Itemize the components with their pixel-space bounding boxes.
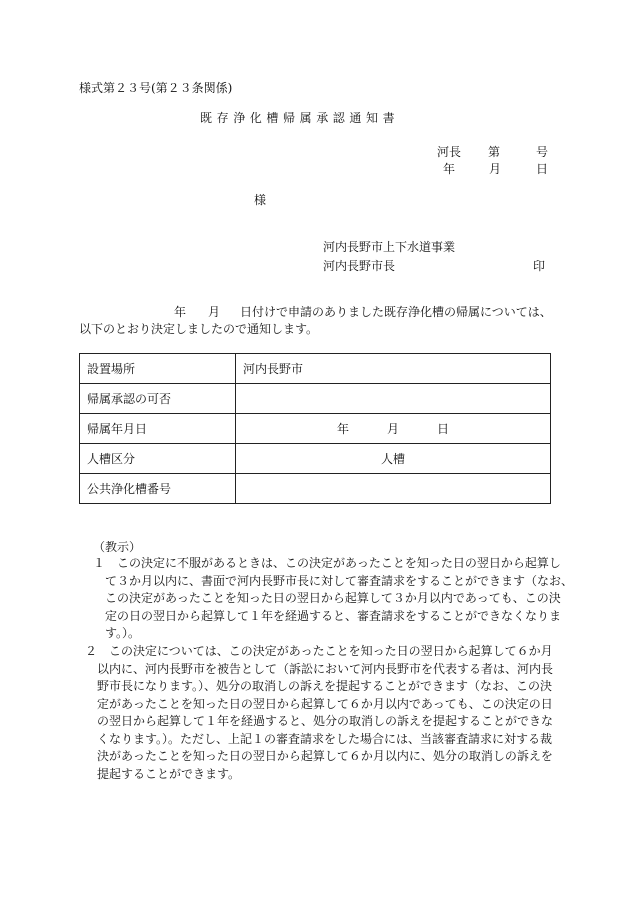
notice-line: ２ この決定については、この決定があったことを知った日の翌日から起算して６か月	[85, 644, 553, 658]
table-date-month: 月	[386, 421, 399, 436]
row-value	[236, 384, 551, 414]
table-date-year: 年	[336, 421, 349, 436]
doc-number-prefix: 河長	[437, 145, 462, 159]
row-value	[236, 474, 551, 504]
intro-text-line2: 以下のとおり決定しましたので通知します。	[79, 322, 319, 336]
notice-heading: （教示）	[93, 540, 142, 554]
date-day: 日	[536, 162, 549, 176]
notice-line: 定の日の翌日から起算して１年を経過すると、審査請求をすることができなくなりま	[93, 608, 562, 623]
addressee-honorific: 様	[254, 193, 267, 207]
notice-item-1	[93, 555, 573, 643]
table-row	[80, 384, 551, 414]
doc-number-go: 号	[536, 145, 549, 159]
intro-year: 年	[174, 305, 187, 319]
notice-line: この決定があったことを知った日の翌日から起算して３か月以内であっても、この決	[93, 591, 561, 605]
document-title: 既存浄化槽帰属承認通知書	[200, 111, 400, 125]
table-row	[80, 354, 551, 384]
notice-line: て３か月以内に、書面で河内長野市長に対して審査請求をすることができます（なお、	[93, 573, 574, 588]
table-date-day: 日	[437, 421, 450, 436]
row-value: 河内長野市	[236, 354, 551, 384]
row-value: 人槽	[236, 444, 551, 474]
issuer-line1: 河内長野市上下水道事業	[323, 240, 456, 254]
table-row	[80, 474, 551, 504]
row-label: 帰属承認の可否	[80, 384, 236, 414]
notice-line: 決があったことを知った日の翌日から起算して６か月以内に、処分の取消しの訴えを	[85, 749, 553, 763]
form-number: 様式第２３号(第２３条関係)	[79, 81, 233, 95]
table-row	[80, 444, 551, 474]
notice-line: の翌日から起算して１年を経過すると、処分の取消しの訴えを提起することができな	[85, 714, 554, 728]
intro-text: 日付けで申請のありました既存浄化槽の帰属については、	[240, 305, 552, 319]
info-table	[79, 353, 551, 504]
notice-line: くなります。）。ただし、上記１の審査請求をした場合には、当該審査請求に対する裁	[85, 731, 553, 746]
intro-month: 月	[208, 305, 221, 319]
notice-line: 定があったことを知った日の翌日から起算して６か月以内であっても、この決定の日	[85, 696, 553, 711]
seal-mark: 印	[533, 259, 546, 273]
date-month: 月	[489, 162, 502, 176]
notice-line: 以内に、河内長野市を被告として（訴訟において河内長野市を代表する者は、河内長	[85, 661, 554, 676]
notice-line: １ この決定に不服があるときは、この決定があったことを知った日の翌日から起算し	[93, 556, 561, 570]
row-label: 人槽区分	[80, 444, 236, 474]
doc-number-dai: 第	[488, 145, 501, 159]
issuer-line2: 河内長野市長	[323, 259, 396, 273]
row-value-date	[236, 414, 551, 444]
row-label: 設置場所	[80, 354, 236, 384]
table-row	[80, 414, 551, 444]
notice-line: 野市長になります。）、処分の取消しの訴えを提起することができます（なお、この決	[85, 679, 553, 693]
notice-line: 提起することができます。	[85, 766, 241, 781]
notice-item-2	[85, 643, 553, 783]
date-year: 年	[443, 162, 456, 176]
notice-line: す。）。	[93, 626, 141, 640]
row-label: 帰属年月日	[80, 414, 236, 444]
row-label: 公共浄化槽番号	[80, 474, 236, 504]
